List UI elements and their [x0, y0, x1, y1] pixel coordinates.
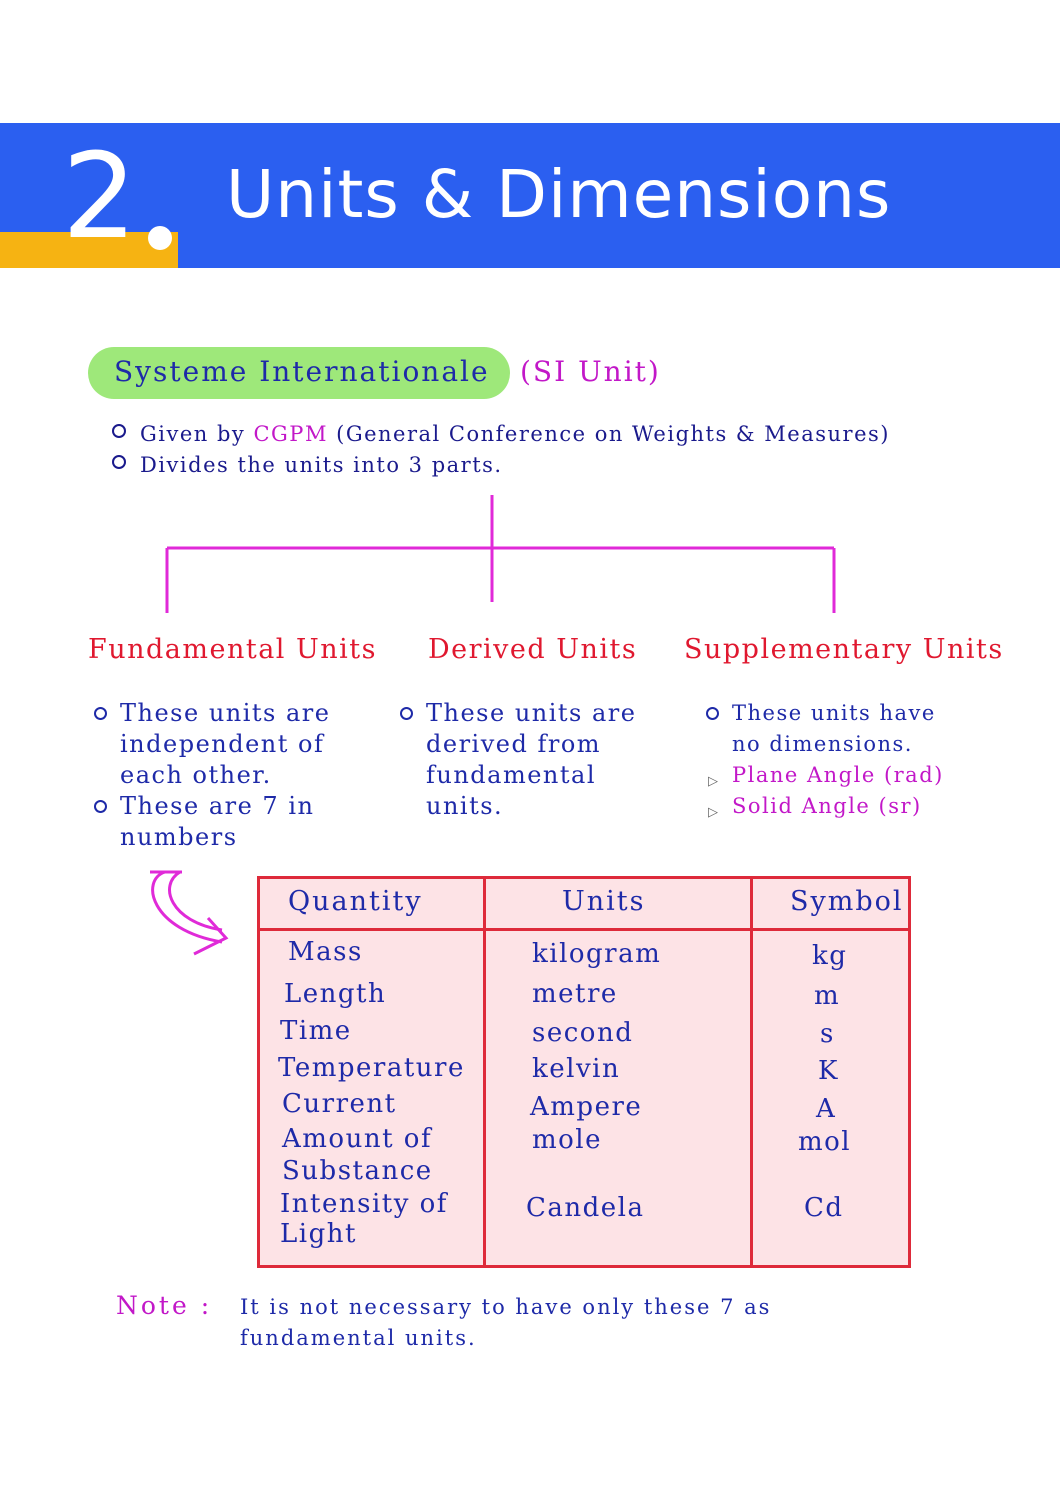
fundamental-units-notes: These units are independent of each other. These are 7 in numbers: [92, 698, 330, 853]
si-bullet-1: Given by CGPM (General Conference on Weights & Measures): [112, 419, 890, 449]
table-cell-symbol: K: [818, 1056, 839, 1086]
table-cell-quantity: Current: [282, 1089, 397, 1119]
fundamental-units-title: Fundamental Units: [88, 634, 378, 665]
note-label: Note :: [116, 1291, 213, 1320]
table-cell-unit: Candela: [526, 1193, 645, 1223]
table-cell-quantity: Length: [284, 979, 387, 1009]
table-column-divider: [483, 876, 486, 1268]
table-cell-symbol: s: [820, 1019, 835, 1049]
curved-arrow-icon: [153, 872, 222, 942]
table-cell-unit: second: [532, 1018, 634, 1048]
table-cell-symbol: mol: [798, 1127, 852, 1157]
table-cell-quantity: Light: [280, 1219, 357, 1249]
table-cell-quantity: Substance: [282, 1156, 433, 1186]
si-bullet-2: Divides the units into 3 parts.: [112, 450, 503, 480]
bullet-circle-icon: [400, 707, 413, 720]
table-cell-unit: metre: [532, 979, 618, 1009]
bullet-circle-icon: [94, 707, 107, 720]
table-cell-quantity: Amount of: [282, 1124, 433, 1154]
bullet-circle-icon: [94, 800, 107, 813]
table-header-quantity: Quantity: [288, 886, 423, 917]
si-abbreviation: (SI Unit): [520, 355, 661, 388]
chapter-number: 2: [62, 127, 136, 265]
triangle-bullet-icon: ▷: [708, 774, 720, 789]
table-cell-symbol: A: [816, 1094, 837, 1124]
derived-units-notes: These units are derived from fundamental units.: [398, 698, 636, 822]
table-cell-symbol: m: [814, 981, 841, 1011]
table-cell-unit: mole: [532, 1125, 603, 1155]
note-text: It is not necessary to have only these 7 as fundamental units.: [240, 1295, 772, 1350]
table-cell-symbol: kg: [812, 941, 848, 971]
table-cell-unit: kilogram: [532, 939, 662, 969]
triangle-bullet-icon: ▷: [708, 805, 720, 820]
table-cell-symbol: Cd: [804, 1193, 844, 1223]
table-header-units: Units: [562, 886, 646, 917]
table-cell-quantity: Temperature: [278, 1053, 465, 1083]
derived-units-title: Derived Units: [428, 634, 638, 665]
table-cell-unit: kelvin: [532, 1054, 621, 1084]
table-cell-quantity: Intensity of: [280, 1189, 448, 1219]
supplementary-units-notes: These units have no dimensions. ▷ Plane Angle (rad) ▷ Solid Angle (sr): [704, 698, 944, 822]
table-cell-quantity: Mass: [288, 937, 363, 967]
table-column-divider: [750, 876, 753, 1268]
table-cell-quantity: Time: [280, 1016, 352, 1046]
supplementary-units-title: Supplementary Units: [684, 634, 1004, 665]
table-header-divider: [257, 928, 911, 931]
bullet-circle-icon: [706, 707, 719, 720]
chapter-title: Units & Dimensions: [226, 156, 892, 233]
si-heading: Systeme Internationale: [114, 355, 490, 388]
table-header-symbol: Symbol: [790, 886, 904, 917]
table-cell-unit: Ampere: [530, 1092, 643, 1122]
